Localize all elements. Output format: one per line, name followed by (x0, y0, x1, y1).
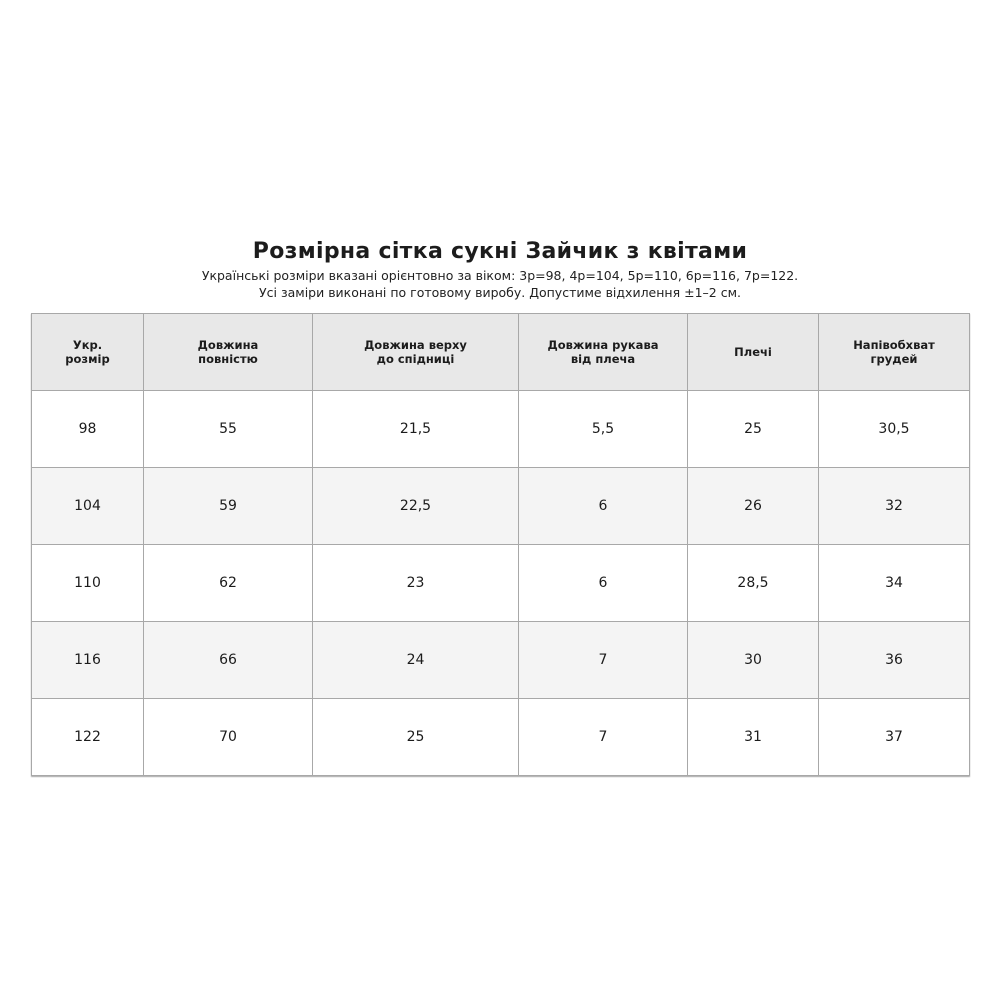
header-line: повністю (198, 352, 258, 366)
table-row (32, 391, 970, 468)
table-cell: 30 (688, 622, 819, 699)
table-cell: 32 (819, 468, 970, 545)
table-cell: 25 (313, 699, 519, 776)
table-cell: 24 (313, 622, 519, 699)
table-cell: 6 (519, 545, 688, 622)
header-line: Напівобхват (853, 338, 935, 352)
table-cell: 122 (32, 699, 144, 776)
header-half-chest (819, 314, 970, 391)
header-line: грудей (870, 352, 918, 366)
header-line: до спідниці (376, 352, 455, 366)
header-line: Довжина рукава (547, 338, 659, 352)
table-cell: 30,5 (819, 391, 970, 468)
table-cell: 55 (144, 391, 313, 468)
table-cell: 62 (144, 545, 313, 622)
table-cell: 7 (519, 699, 688, 776)
header-line: Укр. (72, 338, 103, 352)
table-cell: 28,5 (688, 545, 819, 622)
header-shoulders (688, 314, 819, 391)
header-line: розмір (65, 352, 110, 366)
table-cell: 104 (32, 468, 144, 545)
table-cell: 34 (819, 545, 970, 622)
table-cell: 31 (688, 699, 819, 776)
table-cell: 26 (688, 468, 819, 545)
header-line: Довжина верху (364, 338, 467, 352)
subtitle-sizes-note: Українські розміри вказані орієнтовно за віком: 3р=98, 4р=104, 5р=110, 6р=116, 7р=122. (201, 268, 799, 283)
header-sleeve-length (519, 314, 688, 391)
table-cell: 110 (32, 545, 144, 622)
table-row (32, 468, 970, 545)
table-row (32, 622, 970, 699)
size-chart-table (31, 313, 970, 776)
table-cell: 5,5 (519, 391, 688, 468)
header-ukr-size (32, 314, 144, 391)
header-line: від плеча (570, 352, 636, 366)
table-cell: 6 (519, 468, 688, 545)
table-cell: 37 (819, 699, 970, 776)
table-cell: 22,5 (313, 468, 519, 545)
table-row (32, 699, 970, 776)
page-title: Розмірна сітка сукні Зайчик з квітами (252, 239, 748, 264)
header-line: Плечі (734, 345, 772, 359)
table-cell: 116 (32, 622, 144, 699)
table-cell: 36 (819, 622, 970, 699)
table-cell: 98 (32, 391, 144, 468)
table-cell: 21,5 (313, 391, 519, 468)
table-cell: 59 (144, 468, 313, 545)
subtitle-measurement-note: Усі заміри виконані по готовому виробу. Допустиме відхилення ±1–2 см. (259, 285, 741, 300)
table-cell: 7 (519, 622, 688, 699)
table-cell: 70 (144, 699, 313, 776)
header-top-length (313, 314, 519, 391)
table-row (32, 545, 970, 622)
table-cell: 66 (144, 622, 313, 699)
header-line: Довжина (197, 338, 259, 352)
table-header-row (32, 314, 970, 391)
table-cell: 23 (313, 545, 519, 622)
header-full-length (144, 314, 313, 391)
table-cell: 25 (688, 391, 819, 468)
